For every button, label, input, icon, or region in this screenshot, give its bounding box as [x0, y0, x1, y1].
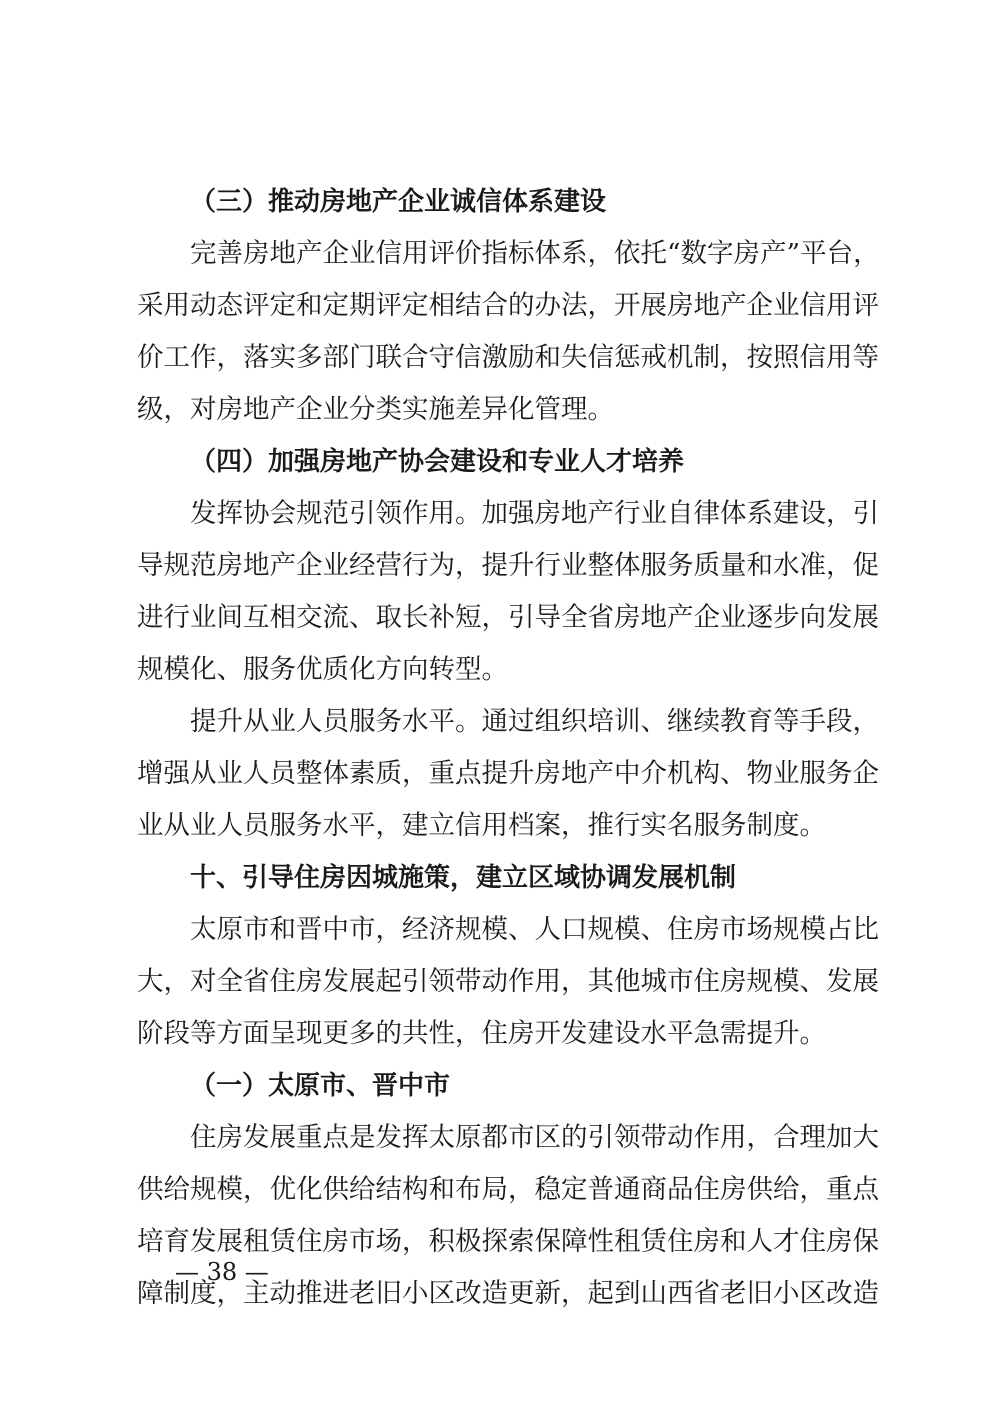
- paragraph-line: 级，对房地产企业分类实施差异化管理。: [137, 394, 614, 425]
- paragraph-line: 住房发展重点是发挥太原都市区的引领带动作用，合理加大: [190, 1122, 879, 1153]
- paragraph-line: 大，对全省住房发展起引领带动作用，其他城市住房规模、发展: [137, 966, 879, 997]
- section-heading: （一）太原市、晋中市: [190, 1071, 451, 1101]
- paragraph-line: 发挥协会规范引领作用。加强房地产行业自律体系建设，引: [190, 498, 879, 529]
- paragraph-line: 阶段等方面呈现更多的共性，住房开发建设水平急需提升。: [137, 1018, 826, 1049]
- paragraph-line: 业从业人员服务水平，建立信用档案，推行实名服务制度。: [137, 810, 826, 841]
- paragraph-line: 导规范房地产企业经营行为，提升行业整体服务质量和水准，促: [137, 550, 879, 581]
- paragraph-line: 规模化、服务优质化方向转型。: [137, 654, 508, 685]
- paragraph-line: 采用动态评定和定期评定相结合的办法，开展房地产企业信用评: [137, 290, 879, 321]
- paragraph-line: 价工作，落实多部门联合守信激励和失信惩戒机制，按照信用等: [137, 342, 879, 373]
- page-number: — 38 —: [175, 1258, 269, 1286]
- paragraph-line: 完善房地产企业信用评价指标体系，依托“数字房产”平台，: [190, 238, 880, 269]
- paragraph-line: 供给规模，优化供给结构和布局，稳定普通商品住房供给，重点: [137, 1174, 879, 1205]
- section-heading: （四）加强房地产协会建设和专业人才培养: [190, 447, 685, 477]
- paragraph-line: 培育发展租赁住房市场，积极探索保障性租赁住房和人才住房保: [137, 1226, 879, 1257]
- document-body: [137, 176, 880, 1320]
- paragraph-line: 提升从业人员服务水平。通过组织培训、继续教育等手段，: [190, 706, 879, 737]
- section-heading: （三）推动房地产企业诚信体系建设: [190, 187, 607, 217]
- paragraph-line: 进行业间互相交流、取长补短，引导全省房地产企业逐步向发展: [137, 602, 879, 633]
- paragraph-line: 太原市和晋中市，经济规模、人口规模、住房市场规模占比: [190, 914, 879, 945]
- paragraph-line: 增强从业人员整体素质，重点提升房地产中介机构、物业服务企: [137, 758, 879, 789]
- chapter-heading: 十、引导住房因城施策，建立区域协调发展机制: [190, 863, 737, 893]
- paragraph-line: 障制度，主动推进老旧小区改造更新，起到山西省老旧小区改造: [137, 1278, 879, 1309]
